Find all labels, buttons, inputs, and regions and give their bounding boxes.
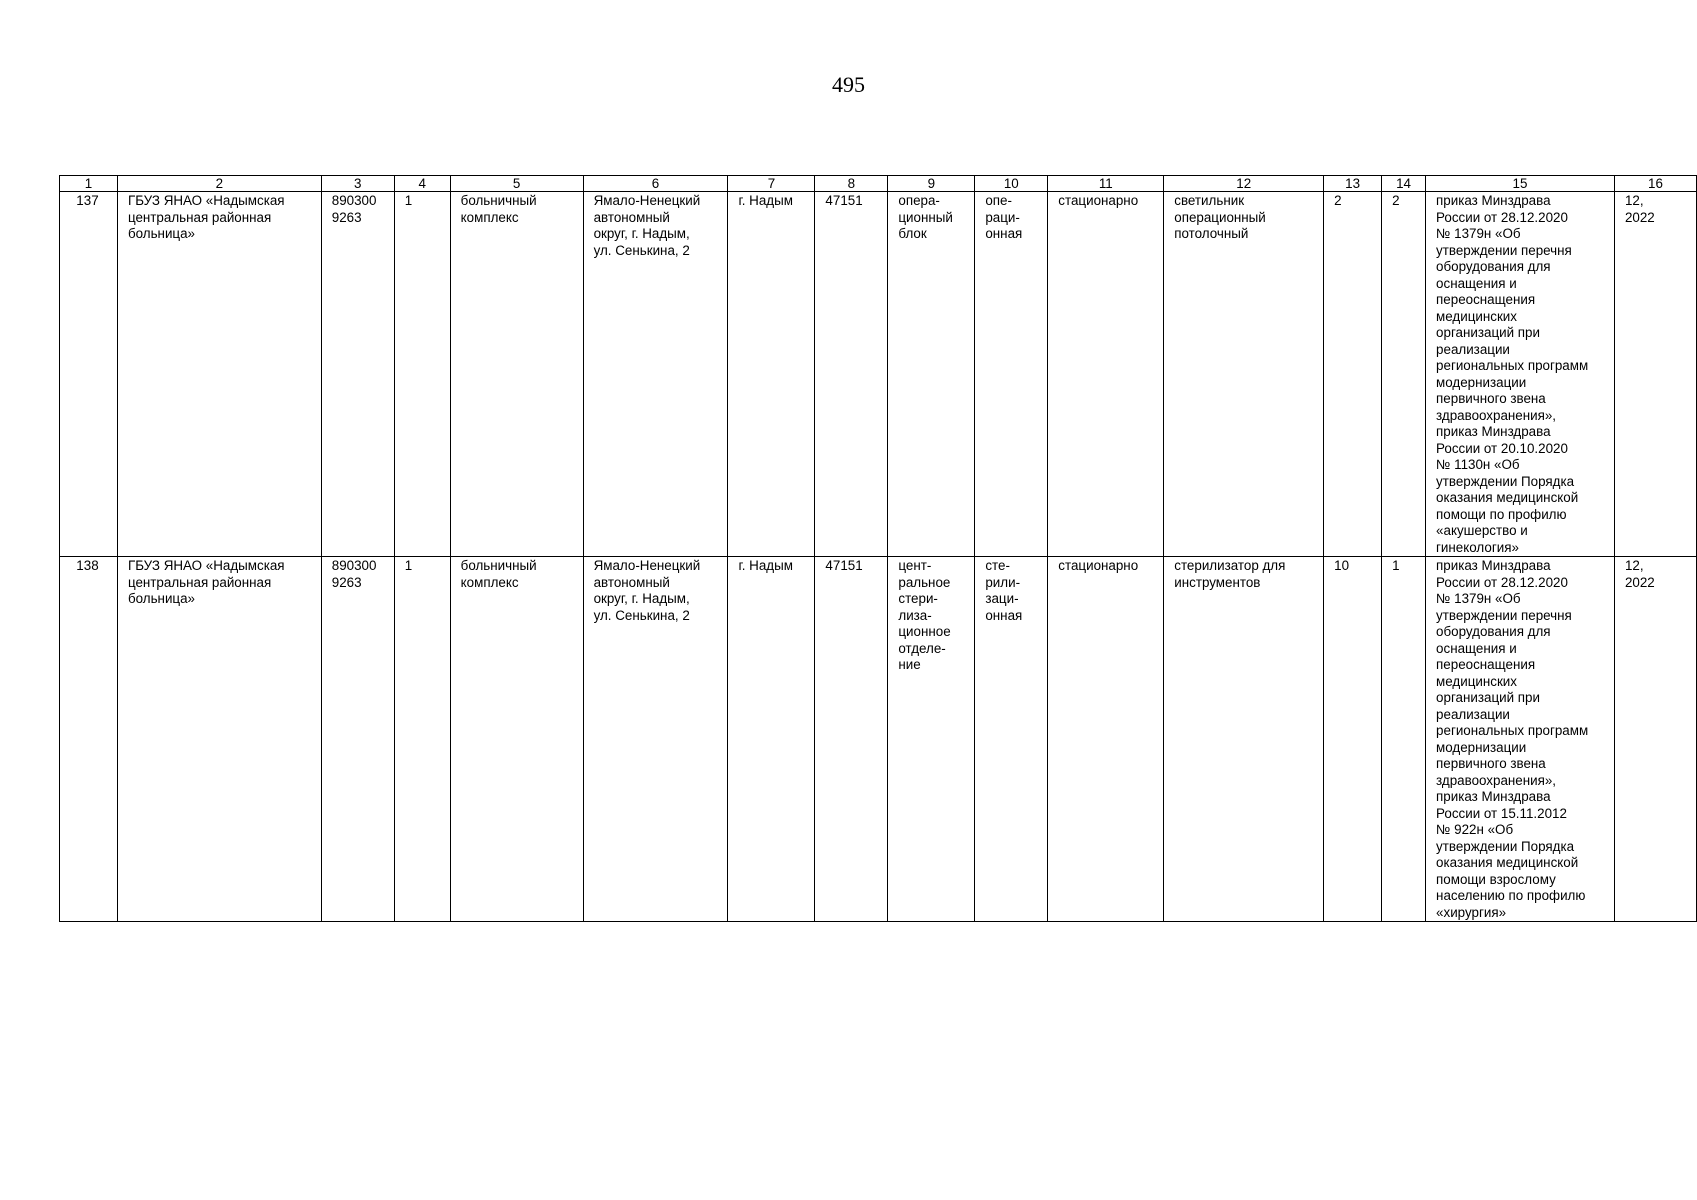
column-header: 14 [1382, 176, 1426, 192]
period-cell: 12, 2022 [1614, 192, 1696, 557]
col14-cell: 1 [1382, 557, 1426, 922]
facility-type-cell: больничный комплекс [450, 557, 583, 922]
organization-cell: ГБУЗ ЯНАО «Надымская центральная районная больница» [117, 192, 321, 557]
period-cell: 12, 2022 [1614, 557, 1696, 922]
column-header: 2 [117, 176, 321, 192]
room-cell: сте- рили- заци- онная [975, 557, 1048, 922]
care-form-cell: стационарно [1048, 557, 1164, 922]
regulation-cell: приказ Минздрава России от 28.12.2020 № 1379н «Об утверждении перечня оборудования для оснащения и переоснащения медицинских организаций при реализации региональных программ модернизации первичного звена здравоохранения», приказ Минздрава России от 20.10.2020 № 1130н «Об утверждении Порядка оказания медицинской помощи по профилю «акушерство и гинекология» [1426, 192, 1615, 557]
column-header: 15 [1426, 176, 1615, 192]
address-cell: Ямало-Ненецкий автономный округ, г. Надым, ул. Сенькина, 2 [583, 557, 728, 922]
table-row [60, 192, 1697, 557]
column-header: 13 [1324, 176, 1382, 192]
header-row [60, 176, 1697, 192]
department-cell: цент- ральное стери- лиза- ционное отделе- ние [888, 557, 975, 922]
department-cell: опера- ционный блок [888, 192, 975, 557]
col4-cell: 1 [394, 557, 450, 922]
column-header: 5 [450, 176, 583, 192]
okato-cell: 47151 [815, 557, 888, 922]
column-header: 16 [1614, 176, 1696, 192]
city-cell: г. Надым [728, 192, 815, 557]
column-header: 3 [321, 176, 394, 192]
okato-cell: 47151 [815, 192, 888, 557]
column-header: 7 [728, 176, 815, 192]
code-cell: 890300 9263 [321, 192, 394, 557]
row-number-cell: 137 [60, 192, 118, 557]
column-header: 12 [1164, 176, 1324, 192]
column-header: 8 [815, 176, 888, 192]
quantity-cell: 2 [1324, 192, 1382, 557]
city-cell: г. Надым [728, 557, 815, 922]
equipment-cell: светильник операционный потолочный [1164, 192, 1324, 557]
col4-cell: 1 [394, 192, 450, 557]
equipment-table [59, 175, 1697, 922]
regulation-cell: приказ Минздрава России от 28.12.2020 № 1379н «Об утверждении перечня оборудования для оснащения и переоснащения медицинских организаций при реализации региональных программ модернизации первичного звена здравоохранения», приказ Минздрава России от 15.11.2012 № 922н «Об утверждении Порядка оказания медицинской помощи взрослому населению по профилю «хирургия» [1426, 557, 1615, 922]
row-number-cell: 138 [60, 557, 118, 922]
column-header: 4 [394, 176, 450, 192]
organization-cell: ГБУЗ ЯНАО «Надымская центральная районная больница» [117, 557, 321, 922]
column-header: 11 [1048, 176, 1164, 192]
room-cell: опе- раци- онная [975, 192, 1048, 557]
facility-type-cell: больничный комплекс [450, 192, 583, 557]
column-header: 1 [60, 176, 118, 192]
code-cell: 890300 9263 [321, 557, 394, 922]
column-header: 6 [583, 176, 728, 192]
col14-cell: 2 [1382, 192, 1426, 557]
column-header: 10 [975, 176, 1048, 192]
table-row [60, 557, 1697, 922]
page-number: 495 [832, 72, 865, 97]
quantity-cell: 10 [1324, 557, 1382, 922]
address-cell: Ямало-Ненецкий автономный округ, г. Надым, ул. Сенькина, 2 [583, 192, 728, 557]
care-form-cell: стационарно [1048, 192, 1164, 557]
equipment-cell: стерилизатор для инструментов [1164, 557, 1324, 922]
column-header: 9 [888, 176, 975, 192]
